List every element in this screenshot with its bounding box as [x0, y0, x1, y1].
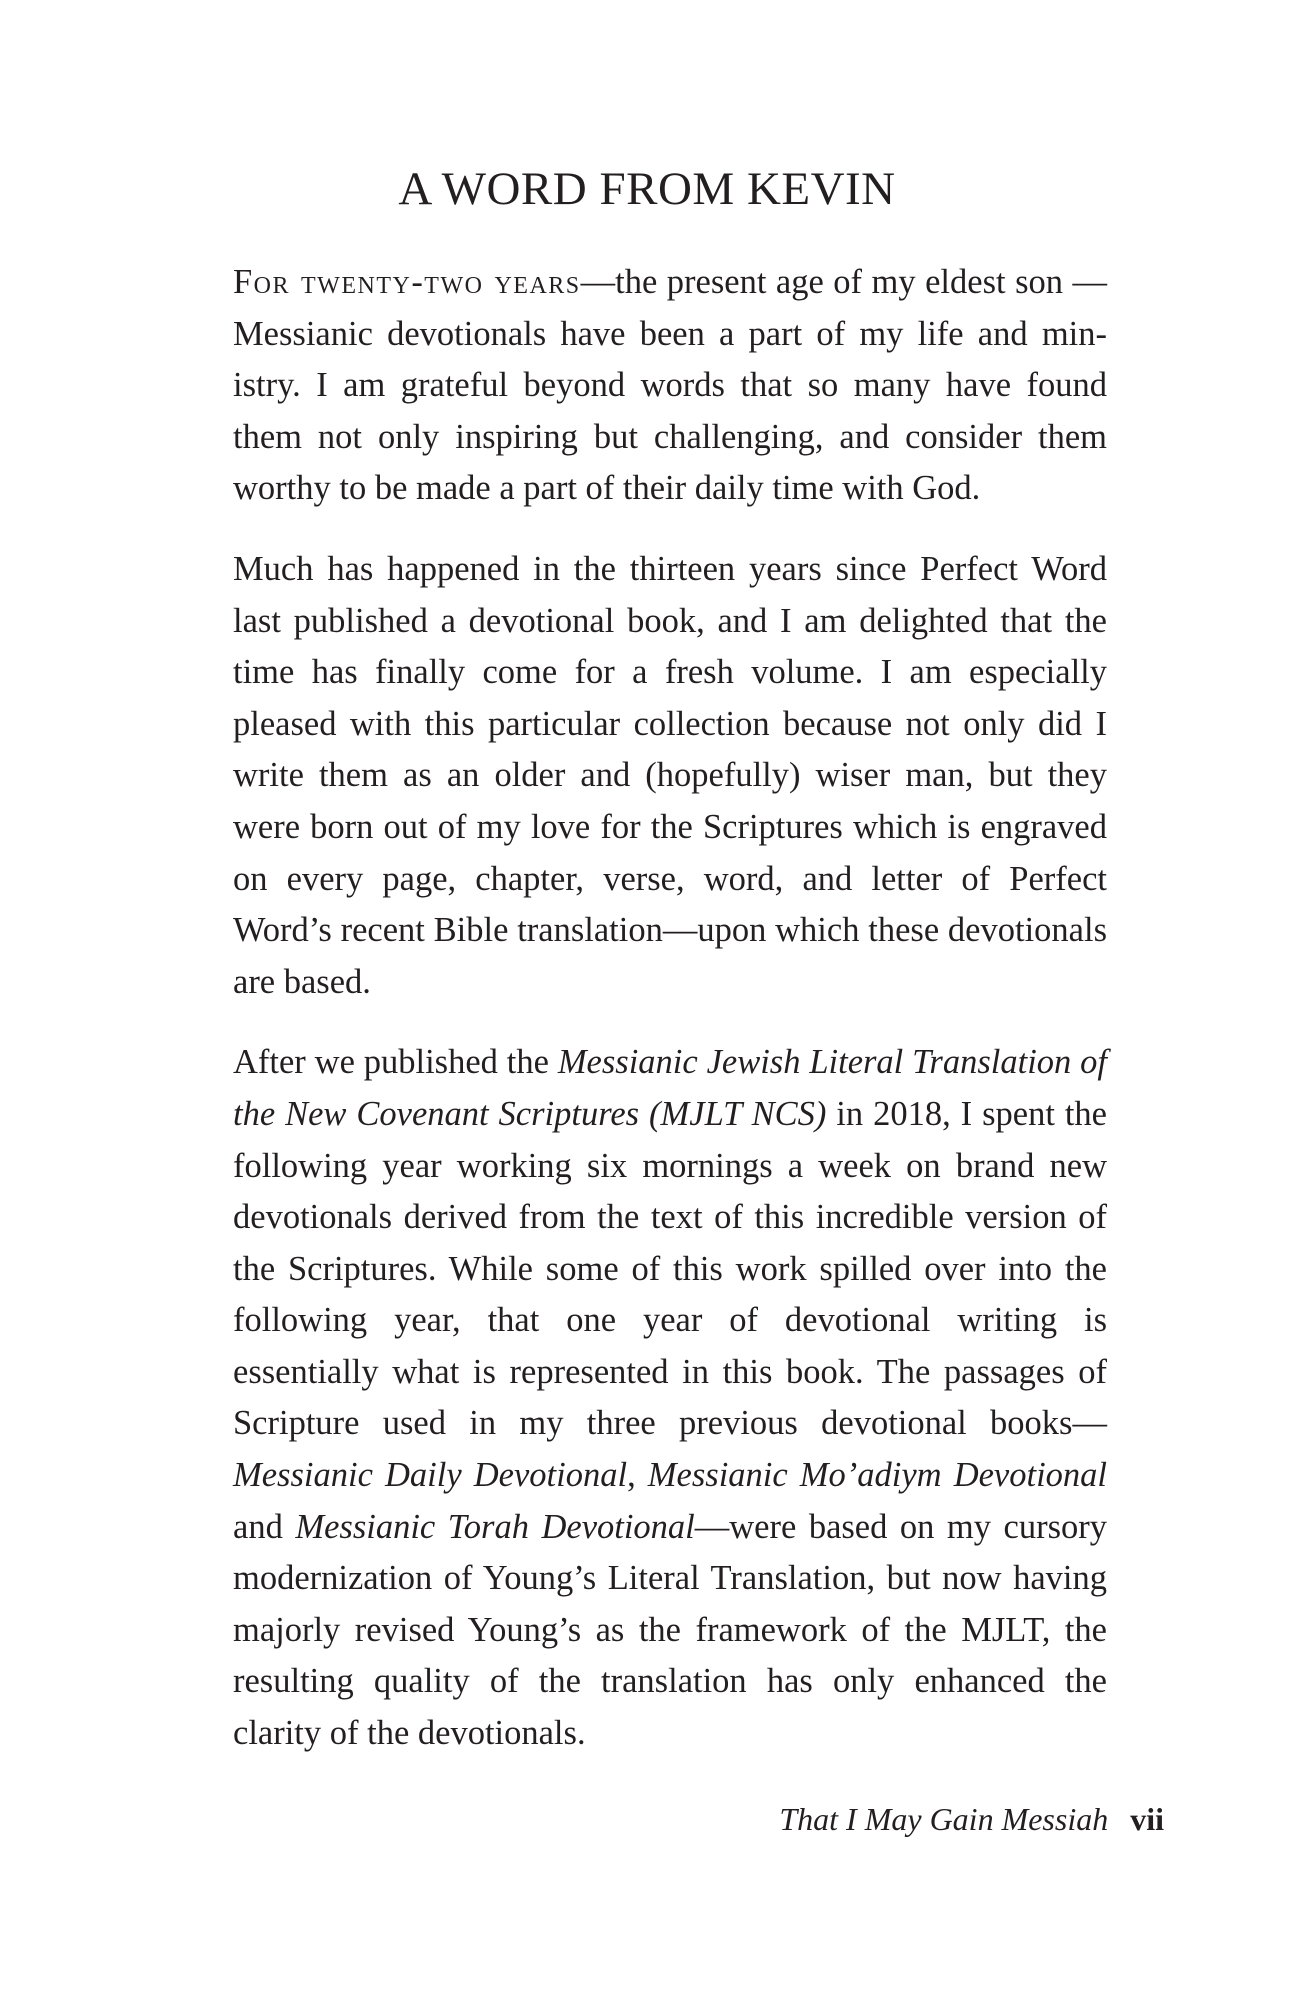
lead-in-smallcaps: For twenty-two years: [233, 263, 581, 301]
paragraph-1-text: —the present age of my eldest son —Messianic devotionals have been a part of my life and ministry. I am grateful beyond words that so many have found them not only inspiring but challenging, and consider them worthy to be made a part of their daily time with God.: [233, 263, 1107, 508]
paragraph-1: [233, 257, 1107, 515]
paragraph-3-text-1: After we published the: [233, 1043, 558, 1082]
paragraph-2: [233, 544, 1107, 1008]
body-text: [233, 257, 1107, 1789]
page-number: vii: [1130, 1801, 1164, 1837]
paragraph-3: [233, 1037, 1107, 1759]
paragraph-2-text: Much has happened in the thirteen years since Perfect Word last published a devotional book, and I am delighted that the time has finally come for a fresh volume. I am especially pleased with this particular collection because not only did I write them as an older and (hopefully) wiser man, but they were born out of my love for the Scriptures which is engraved on every page, chapter, verse, word, and letter of Perfect Word’s recent Bible translation—upon which these devotionals are based.: [233, 549, 1107, 1001]
paragraph-3-text-5: —were based on my cursory modernization of Young’s Literal Translation, but now having majorly revised Young’s as the framework of the MJLT, the resulting quality of the translation has only enhanced the clarity of the devotionals.: [233, 1507, 1107, 1753]
paragraph-3-text-4: and: [233, 1507, 296, 1546]
page-footer: [779, 1800, 1164, 1838]
mjlt-ncs-title: Messianic Jewish Literal Translation of the New Covenant Scriptures (MJLT NCS): [233, 1043, 1107, 1133]
book-title-torah: Messianic Torah Devotional: [295, 1507, 695, 1546]
page-title: A WORD FROM KEVIN: [398, 163, 896, 215]
running-footer-title: That I May Gain Messiah: [779, 1801, 1109, 1837]
paragraph-3-text-3: ,: [627, 1456, 648, 1495]
book-title-moadiym: Messianic Mo’adiym Devotional: [647, 1456, 1107, 1495]
paragraph-3-text-2: in 2018, I spent the following year working six mornings a week on brand new devotionals derived from the text of this incredible version of the Scriptures. While some of this work spilled over into the following year, that one year of devotional writing is essentially what is represented in this book. The passages of Scripture used in my three previous devotional books—: [233, 1094, 1107, 1443]
book-title-daily: Messianic Daily Devotional: [233, 1456, 628, 1495]
